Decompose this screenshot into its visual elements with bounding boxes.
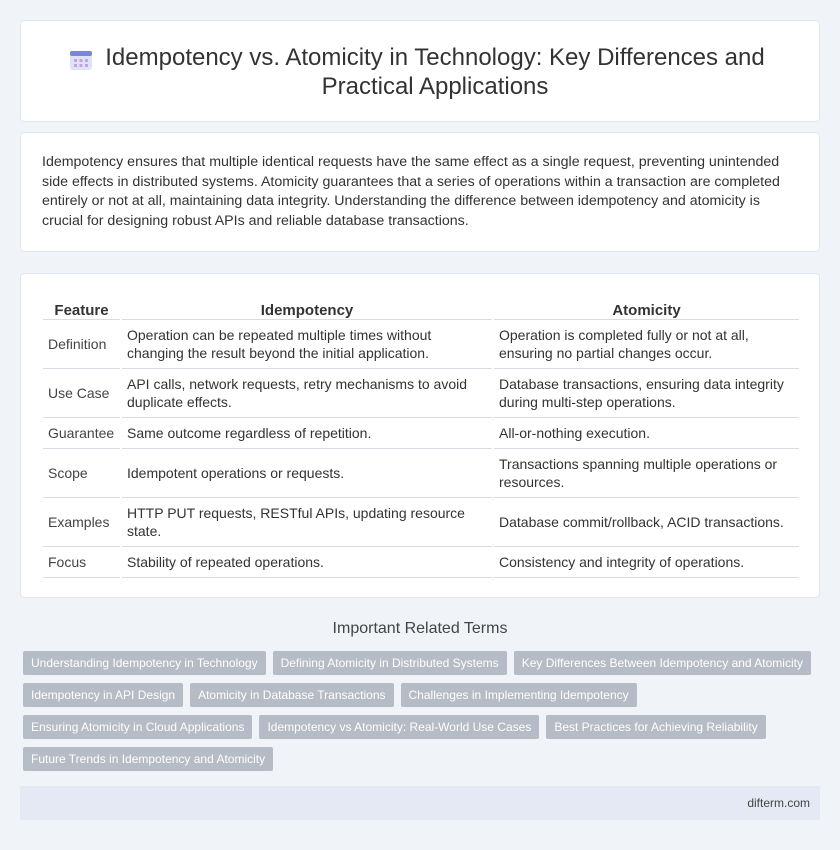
intro-paragraph: Idempotency ensures that multiple identical requests have the same effect as a single request, preventing unintended side effects in distributed systems. Atomicity guarantees that a series of operations within a transaction are completed entirely or not at all, maintaining data integrity. Understanding the difference between idempotency and atomicity is crucial for designing robust APIs and reliable database transactions. — [42, 154, 780, 229]
related-term-link[interactable]: Idempotency in API Design — [23, 683, 183, 707]
footer — [20, 786, 820, 820]
table-row — [43, 497, 799, 546]
header-atomicity: Atomicity — [493, 296, 799, 319]
intro-card — [20, 132, 820, 252]
comparison-table-card — [20, 273, 820, 598]
related-term-link[interactable]: Best Practices for Achieving Reliability — [546, 715, 765, 739]
row-atomicity: Database commit/rollback, ACID transactions. — [493, 497, 799, 546]
row-idempotency: Operation can be repeated multiple times without changing the result beyond the initial application. — [121, 319, 493, 368]
row-atomicity: Operation is completed fully or not at all, ensuring no partial changes occur. — [493, 319, 799, 368]
related-term-link[interactable]: Future Trends in Idempotency and Atomicity — [23, 747, 273, 771]
row-feature: Use Case — [43, 368, 121, 417]
page-title: Idempotency vs. Atomicity in Technology: Key Differences and Practical Applications — [105, 44, 765, 100]
table-row — [43, 546, 799, 577]
row-atomicity: All-or-nothing execution. — [493, 417, 799, 448]
related-terms-list — [23, 651, 823, 779]
row-atomicity: Database transactions, ensuring data integrity during multi-step operations. — [493, 368, 799, 417]
related-term-link[interactable]: Idempotency vs Atomicity: Real-World Use Cases — [259, 715, 539, 739]
comparison-table — [43, 296, 799, 578]
row-idempotency: Idempotent operations or requests. — [121, 448, 493, 497]
related-terms-heading: Important Related Terms — [332, 620, 508, 637]
row-idempotency: HTTP PUT requests, RESTful APIs, updating resource state. — [121, 497, 493, 546]
row-feature: Guarantee — [43, 417, 121, 448]
related-term-link[interactable]: Defining Atomicity in Distributed Systems — [273, 651, 507, 675]
related-term-link[interactable]: Key Differences Between Idempotency and Atomicity — [514, 651, 811, 675]
table-row — [43, 368, 799, 417]
row-feature: Examples — [43, 497, 121, 546]
related-term-link[interactable]: Ensuring Atomicity in Cloud Applications — [23, 715, 252, 739]
row-feature: Scope — [43, 448, 121, 497]
row-idempotency: API calls, network requests, retry mechanisms to avoid duplicate effects. — [121, 368, 493, 417]
row-atomicity: Transactions spanning multiple operations or resources. — [493, 448, 799, 497]
header-feature: Feature — [43, 296, 121, 319]
table-row — [43, 319, 799, 368]
title-card — [20, 20, 820, 122]
row-feature: Definition — [43, 319, 121, 368]
footer-site-link[interactable]: difterm.com — [747, 796, 810, 810]
header-idempotency: Idempotency — [121, 296, 493, 319]
table-row — [43, 417, 799, 448]
related-term-link[interactable]: Challenges in Implementing Idempotency — [401, 683, 637, 707]
related-term-link[interactable]: Atomicity in Database Transactions — [190, 683, 393, 707]
row-atomicity: Consistency and integrity of operations. — [493, 546, 799, 577]
table-row — [43, 448, 799, 497]
row-feature: Focus — [43, 546, 121, 577]
related-term-link[interactable]: Understanding Idempotency in Technology — [23, 651, 266, 675]
row-idempotency: Same outcome regardless of repetition. — [121, 417, 493, 448]
row-idempotency: Stability of repeated operations. — [121, 546, 493, 577]
